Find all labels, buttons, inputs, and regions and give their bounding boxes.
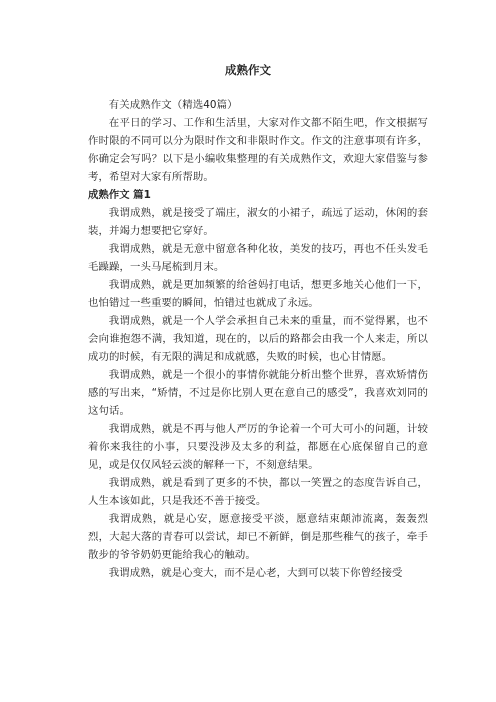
- body-paragraph: 我谓成熟，就是一个人学会承担自己未来的重量，而不觉得累，也不会向谁抱怨不满，我知道，现在的，以后的路都会由我一个人来走，所以成功的时候，有无限的满足和成就感，失败的时候，也心甘情愿。: [88, 315, 428, 363]
- body-paragraph: 我谓成熟，就是看到了更多的不快，都以一笑置之的态度告诉自己，人生本该如此，只是我还不善于接受。: [88, 477, 428, 507]
- body-paragraph: 我谓成熟，就是更加频繁的给爸妈打电话，想更多地关心他们一下，也怕错过一些重要的瞬间，怕错过也就成了永远。: [88, 279, 428, 309]
- section-heading: 成熟作文 篇1: [88, 189, 151, 201]
- body-paragraph: 我谓成熟，就是心安，愿意接受平淡，愿意结束颠沛流离，轰轰烈烈，大起大落的青春可以尝试，却已不新鲜，倒是那些稚气的孩子，牵手散步的爷爷奶奶更能给我心的触动。: [88, 513, 428, 561]
- body-paragraph: 我谓成熟，就是不再与他人严厉的争论着一个可大可小的问题，计较着你来我往的小事，只要没涉及太多的利益，都愿在心底保留自己的意见，或是仅仅风轻云淡的解释一下，不刻意结果。: [88, 423, 428, 471]
- intro-subtitle: 有关成熟作文（精选40篇）: [108, 99, 238, 111]
- body-paragraph: 我谓成熟，就是接受了端庄，淑女的小裙子，疏远了运动，休闲的套装，并竭力想要把它穿好。: [88, 207, 428, 237]
- body-paragraph: 我谓成熟，就是一个很小的事情你就能分析出整个世界，喜欢矫情伤感的写出来，“矫情，不过是你比别人更在意自己的感受”，我喜欢刘同的这句话。: [88, 369, 428, 417]
- intro-paragraph: 在平日的学习、工作和生活里，大家对作文都不陌生吧，作文根据写作时限的不同可以分为限时作文和非限时作文。作文的注意事项有许多，你确定会写吗？以下是小编收集整理的有关成熟作文，欢迎大家借鉴与参考，希望对大家有所帮助。: [88, 117, 428, 183]
- document-title: 成熟作文: [225, 63, 271, 77]
- body-paragraph: 我谓成熟，就是无意中留意各种化妆，美发的技巧，再也不任头发毛毛躁躁，一头马尾梳到月末。: [88, 243, 428, 273]
- document-body: [88, 96, 428, 582]
- body-paragraph: 我谓成熟，就是心变大，而不是心老，大到可以装下你曾经接受: [108, 567, 403, 579]
